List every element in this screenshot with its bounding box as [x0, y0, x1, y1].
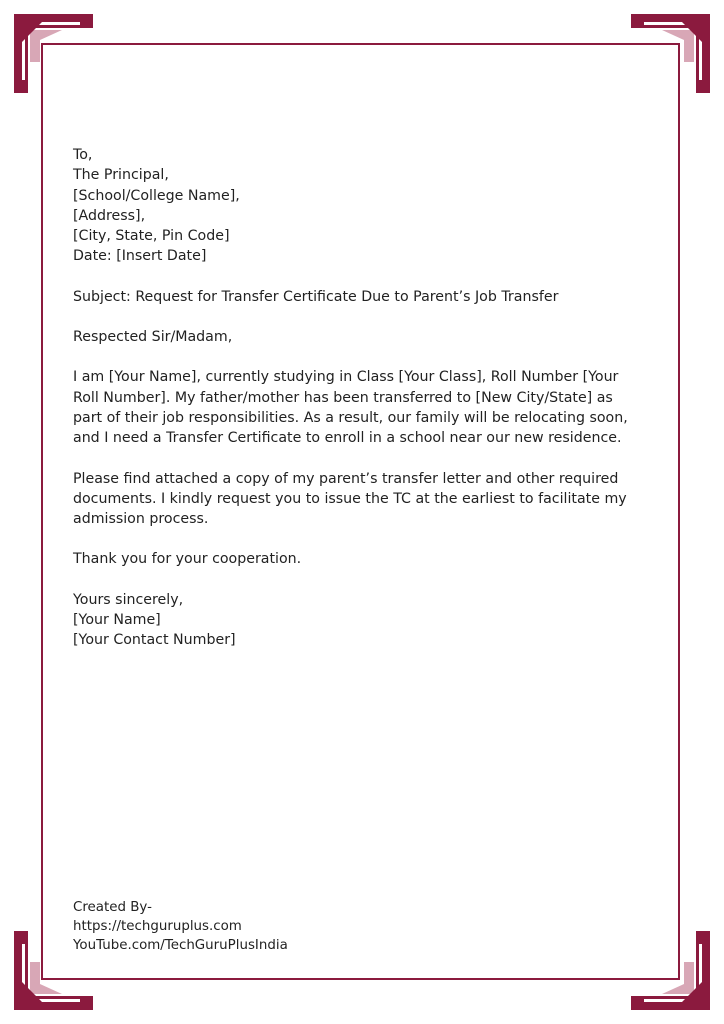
- body-line: documents. I kindly request you to issue the TC at the earliest to facilitate my: [73, 490, 627, 507]
- address-school: [School/College Name],: [73, 187, 240, 204]
- sender-contact: [Your Contact Number]: [73, 632, 236, 649]
- address-city: [City, State, Pin Code]: [73, 228, 230, 245]
- letter-subject: Subject: Request for Transfer Certificate Due to Parent’s Job Transfer: [73, 288, 559, 305]
- corner-ornament-top-left: [0, 0, 95, 95]
- closing-block: [73, 590, 653, 651]
- address-to: To,: [73, 147, 93, 163]
- recipient-address: [73, 145, 653, 267]
- letter-date: Date: [Insert Date]: [73, 248, 207, 265]
- credits-footer: [73, 898, 288, 955]
- corner-ornament-bottom-right: [629, 929, 724, 1024]
- created-by-label: Created By-: [73, 900, 152, 915]
- website-link: https://techguruplus.com: [73, 919, 242, 934]
- body-paragraph-2: [73, 469, 653, 530]
- thanks-line: Thank you for your cooperation.: [73, 551, 302, 568]
- youtube-link: YouTube.com/TechGuruPlusIndia: [73, 938, 288, 953]
- body-line: Please find attached a copy of my parent’s transfer letter and other required: [73, 470, 619, 487]
- body-line: Roll Number]. My father/mother has been transferred to [New City/State] as: [73, 389, 613, 406]
- body-line: I am [Your Name], currently studying in Class [Your Class], Roll Number [Your: [73, 369, 619, 386]
- corner-ornament-top-right: [629, 0, 724, 95]
- body-line: part of their job responsibilities. As a result, our family will be relocating soon,: [73, 409, 628, 426]
- address-recipient: The Principal,: [73, 167, 169, 184]
- address-street: [Address],: [73, 207, 146, 224]
- sender-name: [Your Name]: [73, 612, 161, 629]
- salutation: Respected Sir/Madam,: [73, 329, 233, 346]
- signoff: Yours sincerely,: [73, 591, 184, 608]
- body-line: and I need a Transfer Certificate to enroll in a school near our new residence.: [73, 430, 622, 447]
- body-paragraph-1: [73, 367, 653, 448]
- body-line: admission process.: [73, 511, 209, 528]
- letter-body: [73, 145, 653, 651]
